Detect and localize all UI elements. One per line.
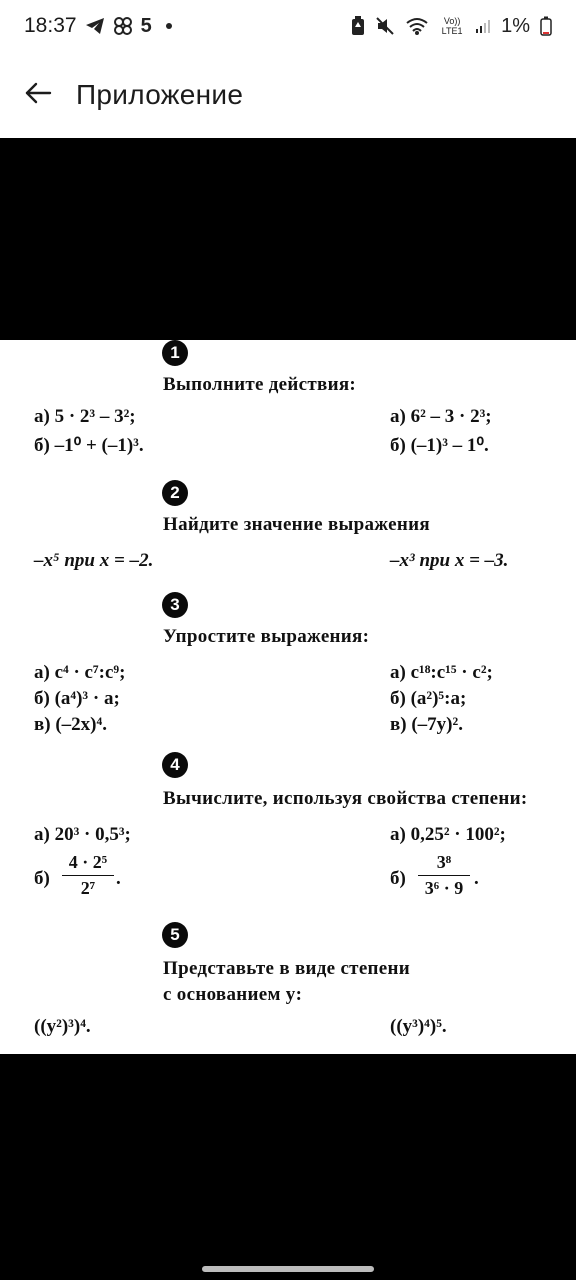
task-1-left-a: а) 5 · 2³ – 3²; <box>34 406 136 427</box>
page-title: Приложение <box>76 79 244 110</box>
task-4-left-a: а) 20³ · 0,5³; <box>34 824 131 845</box>
task-2-right: –x³ при x = –3. <box>390 550 509 571</box>
mute-icon <box>375 16 395 36</box>
task-3-right-c: в) (–7y)². <box>390 714 463 735</box>
wifi-icon <box>405 17 429 35</box>
battery-percent: 1% <box>501 14 530 37</box>
task-5-heading-line2: с основанием y: <box>163 984 303 1005</box>
image-viewer-background-top <box>0 138 576 340</box>
task-1-right-b: б) (–1)³ – 1⁰. <box>390 435 489 456</box>
task-2-number: 2 <box>162 480 188 506</box>
telegram-icon <box>85 17 105 35</box>
task-4-left-fraction <box>62 852 114 899</box>
fraction-bar <box>418 875 470 876</box>
task-1-right-a: а) 6² – 3 · 2³; <box>390 406 492 427</box>
battery-saver-icon <box>351 16 365 36</box>
task-4-right-denominator: 3⁶ · 9 <box>424 878 464 898</box>
task-3-left-c: в) (–2x)⁴. <box>34 714 107 735</box>
task-4-number: 4 <box>162 752 188 778</box>
app-bar <box>0 52 576 138</box>
task-4-left-suffix: . <box>116 868 121 889</box>
image-viewer-background-bottom <box>0 1054 576 1280</box>
notification-count: 5 <box>140 14 152 37</box>
status-time: 18:37 <box>24 14 77 37</box>
task-4-right-b: б) <box>390 868 406 889</box>
task-1-heading: Выполните действия: <box>163 374 357 395</box>
task-1-number: 1 <box>162 340 188 366</box>
task-1-left-b: б) –1⁰ + (–1)³. <box>34 435 144 456</box>
signal-icon <box>475 18 491 34</box>
back-button[interactable] <box>0 52 76 138</box>
task-4-right-suffix: . <box>474 868 479 889</box>
network-label: Vo)) LTE1 <box>441 16 463 36</box>
task-4-right-fraction <box>418 852 470 899</box>
task-2-heading: Найдите значение выражения <box>163 514 430 535</box>
task-2-left: –x⁵ при x = –2. <box>34 550 154 571</box>
task-4-left-b: б) <box>34 868 50 889</box>
task-4-heading: Вычислите, используя свойства степени: <box>163 788 528 809</box>
status-bar <box>0 0 576 52</box>
pinwheel-icon <box>113 16 133 36</box>
task-4-right-numerator: 3⁸ <box>436 852 452 872</box>
dot-icon <box>166 23 172 29</box>
task-3-right-a: а) c¹⁸:c¹⁵ · c²; <box>390 662 493 683</box>
task-5-right: ((y³)⁴)⁵. <box>390 1016 447 1037</box>
task-3-heading: Упростите выражения: <box>163 626 370 647</box>
fraction-bar <box>62 875 114 876</box>
task-4-right-a: а) 0,25² · 100²; <box>390 824 506 845</box>
task-5-heading-line1: Представьте в виде степени <box>163 958 411 979</box>
task-5-left: ((y²)³)⁴. <box>34 1016 91 1037</box>
task-3-left-b: б) (a⁴)³ · a; <box>34 688 120 709</box>
task-4-left-denominator: 2⁷ <box>80 878 96 898</box>
home-indicator[interactable] <box>202 1266 374 1272</box>
task-3-left-a: а) c⁴ · c⁷:c⁹; <box>34 662 126 683</box>
exercise-sheet-image <box>0 340 576 1054</box>
battery-icon <box>540 16 552 36</box>
task-3-right-b: б) (a²)⁵:a; <box>390 688 467 709</box>
task-4-left-numerator: 4 · 2⁵ <box>68 852 108 872</box>
task-3-number: 3 <box>162 592 188 618</box>
task-5-number: 5 <box>162 922 188 948</box>
arrow-left-icon <box>24 82 52 109</box>
